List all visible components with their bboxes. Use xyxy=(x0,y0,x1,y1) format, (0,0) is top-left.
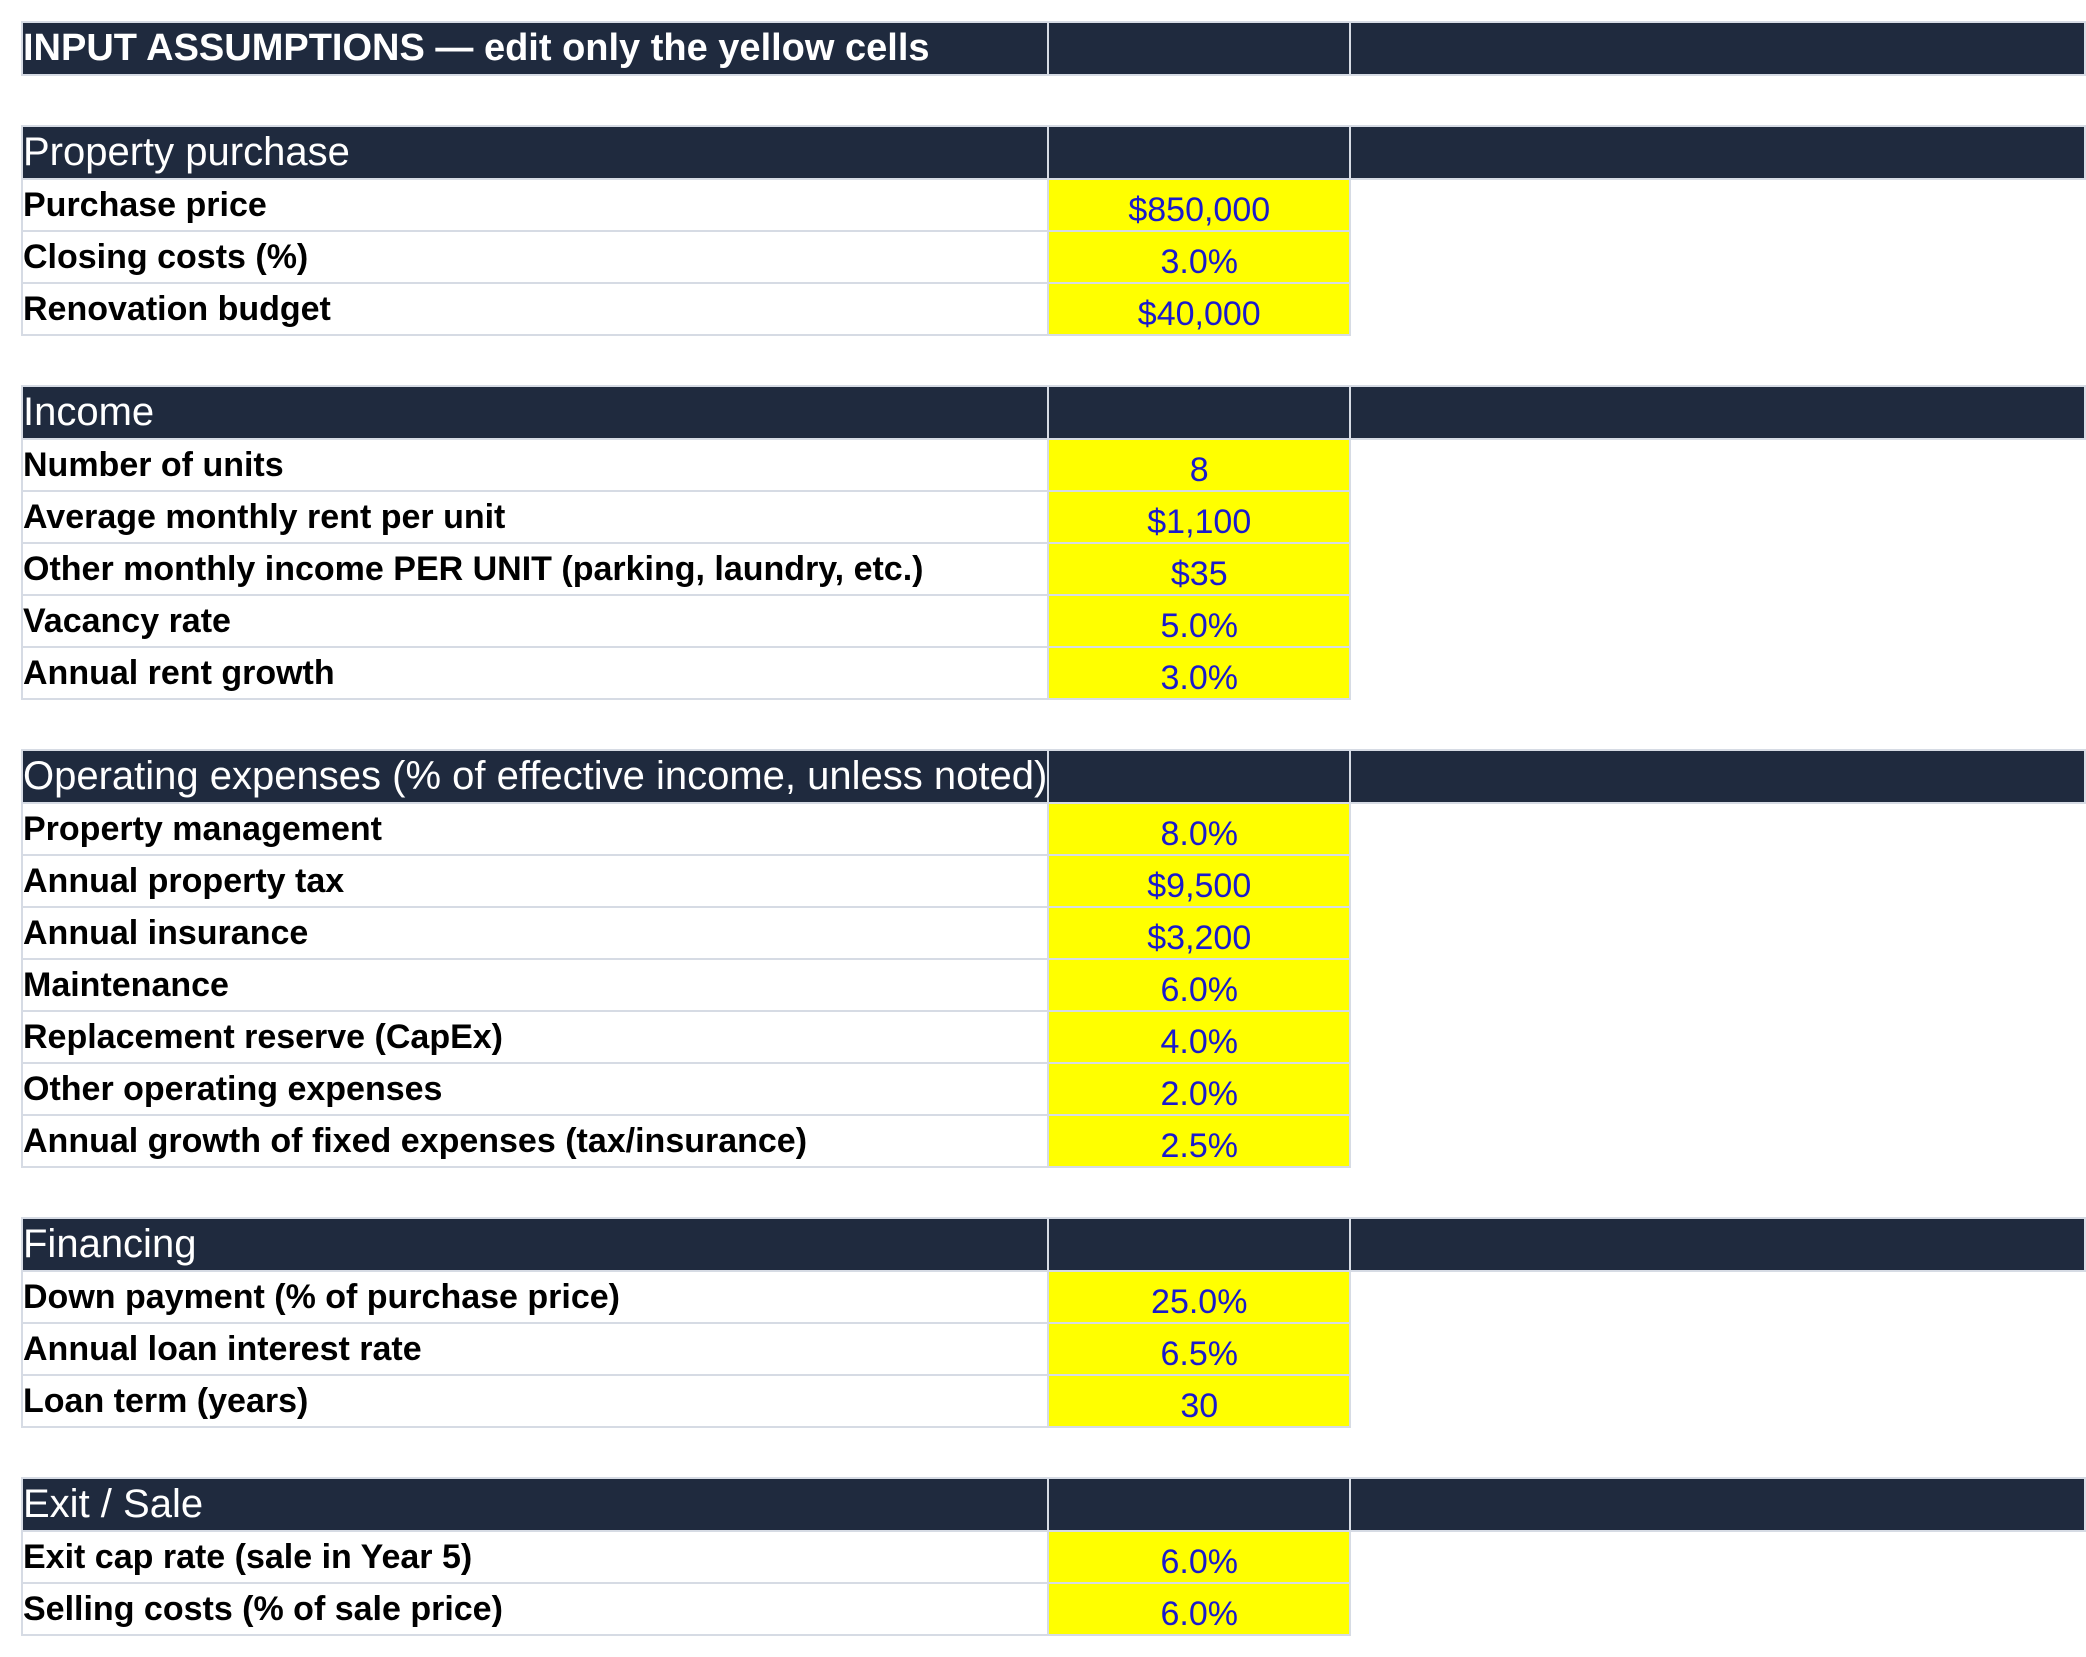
empty-cell[interactable] xyxy=(1350,1115,2085,1167)
section-header-cell-b[interactable] xyxy=(1048,1218,1350,1271)
section-header-cell-c[interactable] xyxy=(1350,386,2085,439)
spacer-row xyxy=(22,335,2085,386)
row-label[interactable]: Vacancy rate xyxy=(22,595,1048,647)
section-header-label: Financing xyxy=(23,1222,197,1266)
input-row-selling-costs xyxy=(22,1583,2085,1635)
input-cell[interactable]: $9,500 xyxy=(1048,855,1350,907)
empty-cell[interactable] xyxy=(1350,647,2085,699)
input-cell[interactable]: 2.5% xyxy=(1048,1115,1350,1167)
row-label[interactable]: Average monthly rent per unit xyxy=(22,491,1048,543)
input-row-other-opex xyxy=(22,1063,2085,1115)
empty-cell[interactable] xyxy=(1350,1323,2085,1375)
spacer-row xyxy=(22,75,2085,126)
input-row-other-income xyxy=(22,543,2085,595)
input-cell[interactable]: $40,000 xyxy=(1048,283,1350,335)
input-row-property-management xyxy=(22,803,2085,855)
input-cell[interactable]: 2.0% xyxy=(1048,1063,1350,1115)
row-label[interactable]: Loan term (years) xyxy=(22,1375,1048,1427)
empty-cell[interactable] xyxy=(1350,803,2085,855)
section-header-exit-sale xyxy=(22,1478,2085,1531)
row-label[interactable]: Annual loan interest rate xyxy=(22,1323,1048,1375)
spacer-row xyxy=(22,699,2085,750)
section-header-label: Exit / Sale xyxy=(23,1482,204,1526)
empty-cell[interactable] xyxy=(1350,1011,2085,1063)
section-header-cell-b[interactable] xyxy=(1048,126,1350,179)
input-row-purchase-price xyxy=(22,179,2085,231)
input-cell[interactable]: $850,000 xyxy=(1048,179,1350,231)
input-row-closing-costs xyxy=(22,231,2085,283)
input-cell[interactable]: 3.0% xyxy=(1048,647,1350,699)
row-label[interactable]: Annual rent growth xyxy=(22,647,1048,699)
row-label[interactable]: Annual growth of fixed expenses (tax/insurance) xyxy=(22,1115,1048,1167)
input-cell[interactable]: $1,100 xyxy=(1048,491,1350,543)
input-cell[interactable]: 6.0% xyxy=(1048,959,1350,1011)
section-header-label: Income xyxy=(23,390,155,434)
spacer-row xyxy=(22,1427,2085,1478)
row-label[interactable]: Property management xyxy=(22,803,1048,855)
section-header-label: Property purchase xyxy=(23,130,350,174)
input-row-property-tax xyxy=(22,855,2085,907)
input-cell[interactable]: 4.0% xyxy=(1048,1011,1350,1063)
section-header-cell-c[interactable] xyxy=(1350,750,2085,803)
section-header-cell[interactable] xyxy=(22,750,1048,803)
empty-cell[interactable] xyxy=(1350,595,2085,647)
row-label[interactable]: Maintenance xyxy=(22,959,1048,1011)
input-row-number-of-units xyxy=(22,439,2085,491)
input-row-capex-reserve xyxy=(22,1011,2085,1063)
row-label[interactable]: Other monthly income PER UNIT (parking, laundry, etc.) xyxy=(22,543,1048,595)
empty-cell[interactable] xyxy=(1350,491,2085,543)
input-cell[interactable]: 3.0% xyxy=(1048,231,1350,283)
section-header-cell-c[interactable] xyxy=(1350,1218,2085,1271)
row-label[interactable]: Purchase price xyxy=(22,179,1048,231)
section-header-cell[interactable] xyxy=(22,1478,1048,1531)
input-row-average-rent xyxy=(22,491,2085,543)
empty-cell[interactable] xyxy=(1350,959,2085,1011)
input-cell[interactable]: 8.0% xyxy=(1048,803,1350,855)
sheet-title: INPUT ASSUMPTIONS — edit only the yellow cells xyxy=(23,27,930,69)
row-label[interactable]: Exit cap rate (sale in Year 5) xyxy=(22,1531,1048,1583)
row-label[interactable]: Closing costs (%) xyxy=(22,231,1048,283)
input-row-loan-term xyxy=(22,1375,2085,1427)
input-cell[interactable]: 25.0% xyxy=(1048,1271,1350,1323)
input-cell[interactable]: 5.0% xyxy=(1048,595,1350,647)
section-header-cell[interactable] xyxy=(22,1218,1048,1271)
empty-cell[interactable] xyxy=(1350,439,2085,491)
empty-cell[interactable] xyxy=(1350,1531,2085,1583)
input-cell[interactable]: $35 xyxy=(1048,543,1350,595)
section-header-cell-c[interactable] xyxy=(1350,1478,2085,1531)
row-label[interactable]: Selling costs (% of sale price) xyxy=(22,1583,1048,1635)
empty-cell[interactable] xyxy=(1350,1063,2085,1115)
section-header-cell-b[interactable] xyxy=(1048,386,1350,439)
row-label[interactable]: Replacement reserve (CapEx) xyxy=(22,1011,1048,1063)
input-row-down-payment xyxy=(22,1271,2085,1323)
section-header-cell-b[interactable] xyxy=(1048,1478,1350,1531)
input-cell[interactable]: 8 xyxy=(1048,439,1350,491)
empty-cell[interactable] xyxy=(1350,543,2085,595)
input-cell[interactable]: 6.0% xyxy=(1048,1583,1350,1635)
row-label[interactable]: Annual property tax xyxy=(22,855,1048,907)
input-row-insurance xyxy=(22,907,2085,959)
title-cell-b[interactable] xyxy=(1048,22,1350,75)
title-cell-c[interactable] xyxy=(1350,22,2085,75)
input-row-interest-rate xyxy=(22,1323,2085,1375)
assumptions-sheet xyxy=(21,21,2086,1636)
empty-cell[interactable] xyxy=(1350,179,2085,231)
input-cell[interactable]: $3,200 xyxy=(1048,907,1350,959)
section-header-income xyxy=(22,386,2085,439)
empty-cell[interactable] xyxy=(1350,1583,2085,1635)
input-row-rent-growth xyxy=(22,647,2085,699)
input-row-vacancy-rate xyxy=(22,595,2085,647)
empty-cell[interactable] xyxy=(1350,1271,2085,1323)
empty-cell[interactable] xyxy=(1350,283,2085,335)
section-header-cell-b[interactable] xyxy=(1048,750,1350,803)
input-cell[interactable]: 6.0% xyxy=(1048,1531,1350,1583)
empty-cell[interactable] xyxy=(1350,1375,2085,1427)
row-label[interactable]: Annual insurance xyxy=(22,907,1048,959)
input-row-exit-cap-rate xyxy=(22,1531,2085,1583)
section-header-financing xyxy=(22,1218,2085,1271)
row-label[interactable]: Renovation budget xyxy=(22,283,1048,335)
section-header-cell-c[interactable] xyxy=(1350,126,2085,179)
section-header-operating-expenses xyxy=(22,750,2085,803)
input-cell[interactable]: 30 xyxy=(1048,1375,1350,1427)
title-row xyxy=(22,22,2085,75)
empty-cell[interactable] xyxy=(1350,855,2085,907)
row-label[interactable]: Other operating expenses xyxy=(22,1063,1048,1115)
row-label[interactable]: Down payment (% of purchase price) xyxy=(22,1271,1048,1323)
input-row-fixed-expense-growth xyxy=(22,1115,2085,1167)
section-header-label: Operating expenses (% of effective income, unless noted) xyxy=(23,754,1048,798)
section-header-cell[interactable] xyxy=(22,386,1048,439)
sheet-title-cell[interactable] xyxy=(22,22,1048,75)
input-cell[interactable]: 6.5% xyxy=(1048,1323,1350,1375)
input-row-renovation-budget xyxy=(22,283,2085,335)
empty-cell[interactable] xyxy=(1350,231,2085,283)
empty-cell[interactable] xyxy=(1350,907,2085,959)
row-label[interactable]: Number of units xyxy=(22,439,1048,491)
spacer-row xyxy=(22,1167,2085,1218)
section-header-property-purchase xyxy=(22,126,2085,179)
section-header-cell[interactable] xyxy=(22,126,1048,179)
input-row-maintenance xyxy=(22,959,2085,1011)
